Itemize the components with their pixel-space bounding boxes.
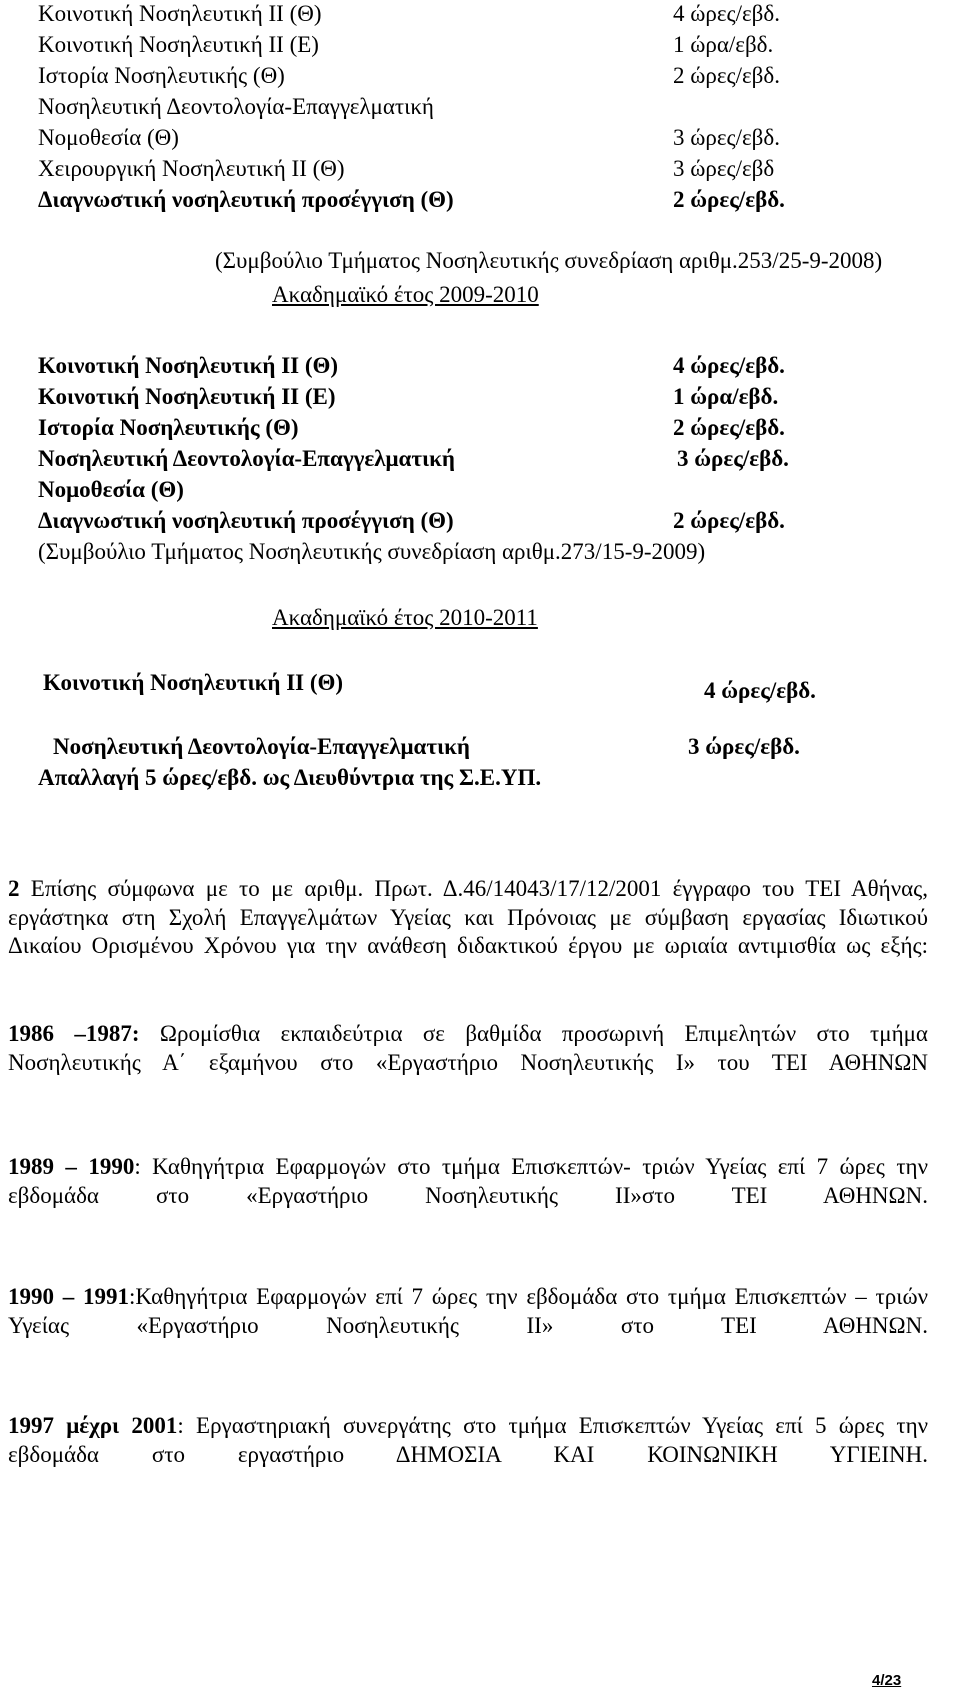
- entry-text: : Καθηγήτρια Εφαρμογών στο τμήμα Επισκεπτών- τριών Υγείας επί 7 ώρες την εβδομάδα στο «Εργαστήριο Νοσηλευτικής ΙΙ»στο ΤΕΙ ΑΘΗΝΩΝ.: [8, 1154, 928, 1208]
- entry-years: 1989 – 1990: [8, 1154, 135, 1179]
- council-reference: (Συμβούλιο Τμήματος Νοσηλευτικής συνεδρίαση αριθμ.253/25-9-2008): [215, 248, 883, 273]
- entry-years: 1986 –1987:: [8, 1021, 140, 1046]
- employment-entry: [8, 1412, 928, 1469]
- course-name: Ιστορία Νοσηλευτικής (Θ): [38, 63, 285, 88]
- course-hours: 4 ώρες/εβδ.: [704, 678, 816, 703]
- course-name: Νομοθεσία (Θ): [38, 125, 179, 150]
- course-name: Νοσηλευτική Δεοντολογία-Επαγγελματική: [38, 94, 434, 119]
- entry-text: : Εργαστηριακή συνεργάτης στο τμήμα Επισκεπτών Υγείας επί 5 ώρες την εβδομάδα στο εργαστήριο ΔΗΜΟΣΙΑ ΚΑΙ ΚΟΙΝΩΝΙΚΗ ΥΓΙΕΙΝΗ.: [8, 1413, 929, 1467]
- course-hours: 2 ώρες/εβδ.: [673, 415, 785, 440]
- course-hours: 4 ώρες/εβδ.: [673, 1, 780, 26]
- course-name: Ιστορία Νοσηλευτικής (Θ): [38, 415, 299, 440]
- council-reference: (Συμβούλιο Τμήματος Νοσηλευτικής συνεδρίαση αριθμ.273/15-9-2009): [38, 539, 706, 564]
- entry-years: 1990 – 1991: [8, 1284, 130, 1309]
- entry-text: Ωρομίσθια εκπαιδεύτρια σε βαθμίδα προσωρινή Επιμελητών στο τμήμα Νοσηλευτικής Α΄ εξαμήνου στο «Εργαστήριο Νοσηλευτικής Ι» του ΤΕΙ ΑΘΗΝΩΝ: [8, 1021, 928, 1075]
- course-hours: 3 ώρες/εβδ: [673, 156, 775, 181]
- intro-text: Επίσης σύμφωνα με το με αριθμ. Πρωτ. Δ.46/14043/17/12/2001 έγγραφο του ΤΕΙ Αθήνας, εργάστηκα στη Σχολή Επαγγελμάτων Υγείας και Πρόνοιας με σύμβαση εργασίας Ιδιωτικού Δικαίου Ορισμένου Χρόνου για την ανάθεση διδακτικού έργου με ωριαία αντιμισθία ως εξής:: [8, 876, 928, 958]
- page-number: 4/23: [872, 1672, 902, 1689]
- entry-text: :Καθηγήτρια Εφαρμογών επί 7 ώρες την εβδομάδα στο τμήμα Επισκεπτών – τριών Υγείας «Εργαστήριο Νοσηλευτικής ΙΙ» στο ΤΕΙ ΑΘΗΝΩΝ.: [8, 1284, 929, 1338]
- course-hours: 2 ώρες/εβδ.: [673, 508, 785, 533]
- course-name: Χειρουργική Νοσηλευτική ΙΙ (Θ): [38, 156, 345, 181]
- course-name: Νομοθεσία (Θ): [38, 477, 184, 502]
- course-hours: 3 ώρες/εβδ.: [673, 125, 780, 150]
- course-name: Κοινοτική Νοσηλευτική ΙΙ (Ε): [38, 32, 319, 57]
- course-hours: 3 ώρες/εβδ.: [677, 446, 789, 471]
- course-name: Νοσηλευτική Δεοντολογία-Επαγγελματική: [53, 734, 470, 759]
- intro-paragraph: [8, 875, 928, 961]
- course-name: Κοινοτική Νοσηλευτική ΙΙ (Θ): [38, 353, 339, 378]
- employment-entry: [8, 1153, 928, 1210]
- course-name: Κοινοτική Νοσηλευτική ΙΙ (Θ): [38, 1, 322, 26]
- employment-entry: [8, 1283, 928, 1340]
- exemption-note: Απαλλαγή 5 ώρες/εβδ. ως Διευθύντρια της Σ.Ε.ΥΠ.: [38, 765, 542, 790]
- course-hours: 2 ώρες/εβδ.: [673, 187, 785, 212]
- course-hours: 3 ώρες/εβδ.: [688, 734, 800, 759]
- employment-entry: [8, 1020, 928, 1077]
- entry-years: 1997 μέχρι 2001: [8, 1413, 178, 1438]
- academic-year-heading: Ακαδημαϊκό έτος 2009-2010: [272, 282, 539, 307]
- course-hours: 4 ώρες/εβδ.: [673, 353, 785, 378]
- course-name: Κοινοτική Νοσηλευτική ΙΙ (Ε): [38, 384, 336, 409]
- course-name: Διαγνωστική νοσηλευτική προσέγγιση (Θ): [38, 187, 454, 212]
- course-name: Διαγνωστική νοσηλευτική προσέγγιση (Θ): [38, 508, 454, 533]
- paragraph-number: 2: [8, 876, 20, 901]
- course-hours: 1 ώρα/εβδ.: [673, 32, 774, 57]
- course-name: Νοσηλευτική Δεοντολογία-Επαγγελματική: [38, 446, 455, 471]
- course-name: Κοινοτική Νοσηλευτική ΙΙ (Θ): [43, 670, 344, 695]
- course-hours: 1 ώρα/εβδ.: [673, 384, 779, 409]
- course-hours: 2 ώρες/εβδ.: [673, 63, 780, 88]
- academic-year-heading: Ακαδημαϊκό έτος 2010-2011: [272, 605, 538, 630]
